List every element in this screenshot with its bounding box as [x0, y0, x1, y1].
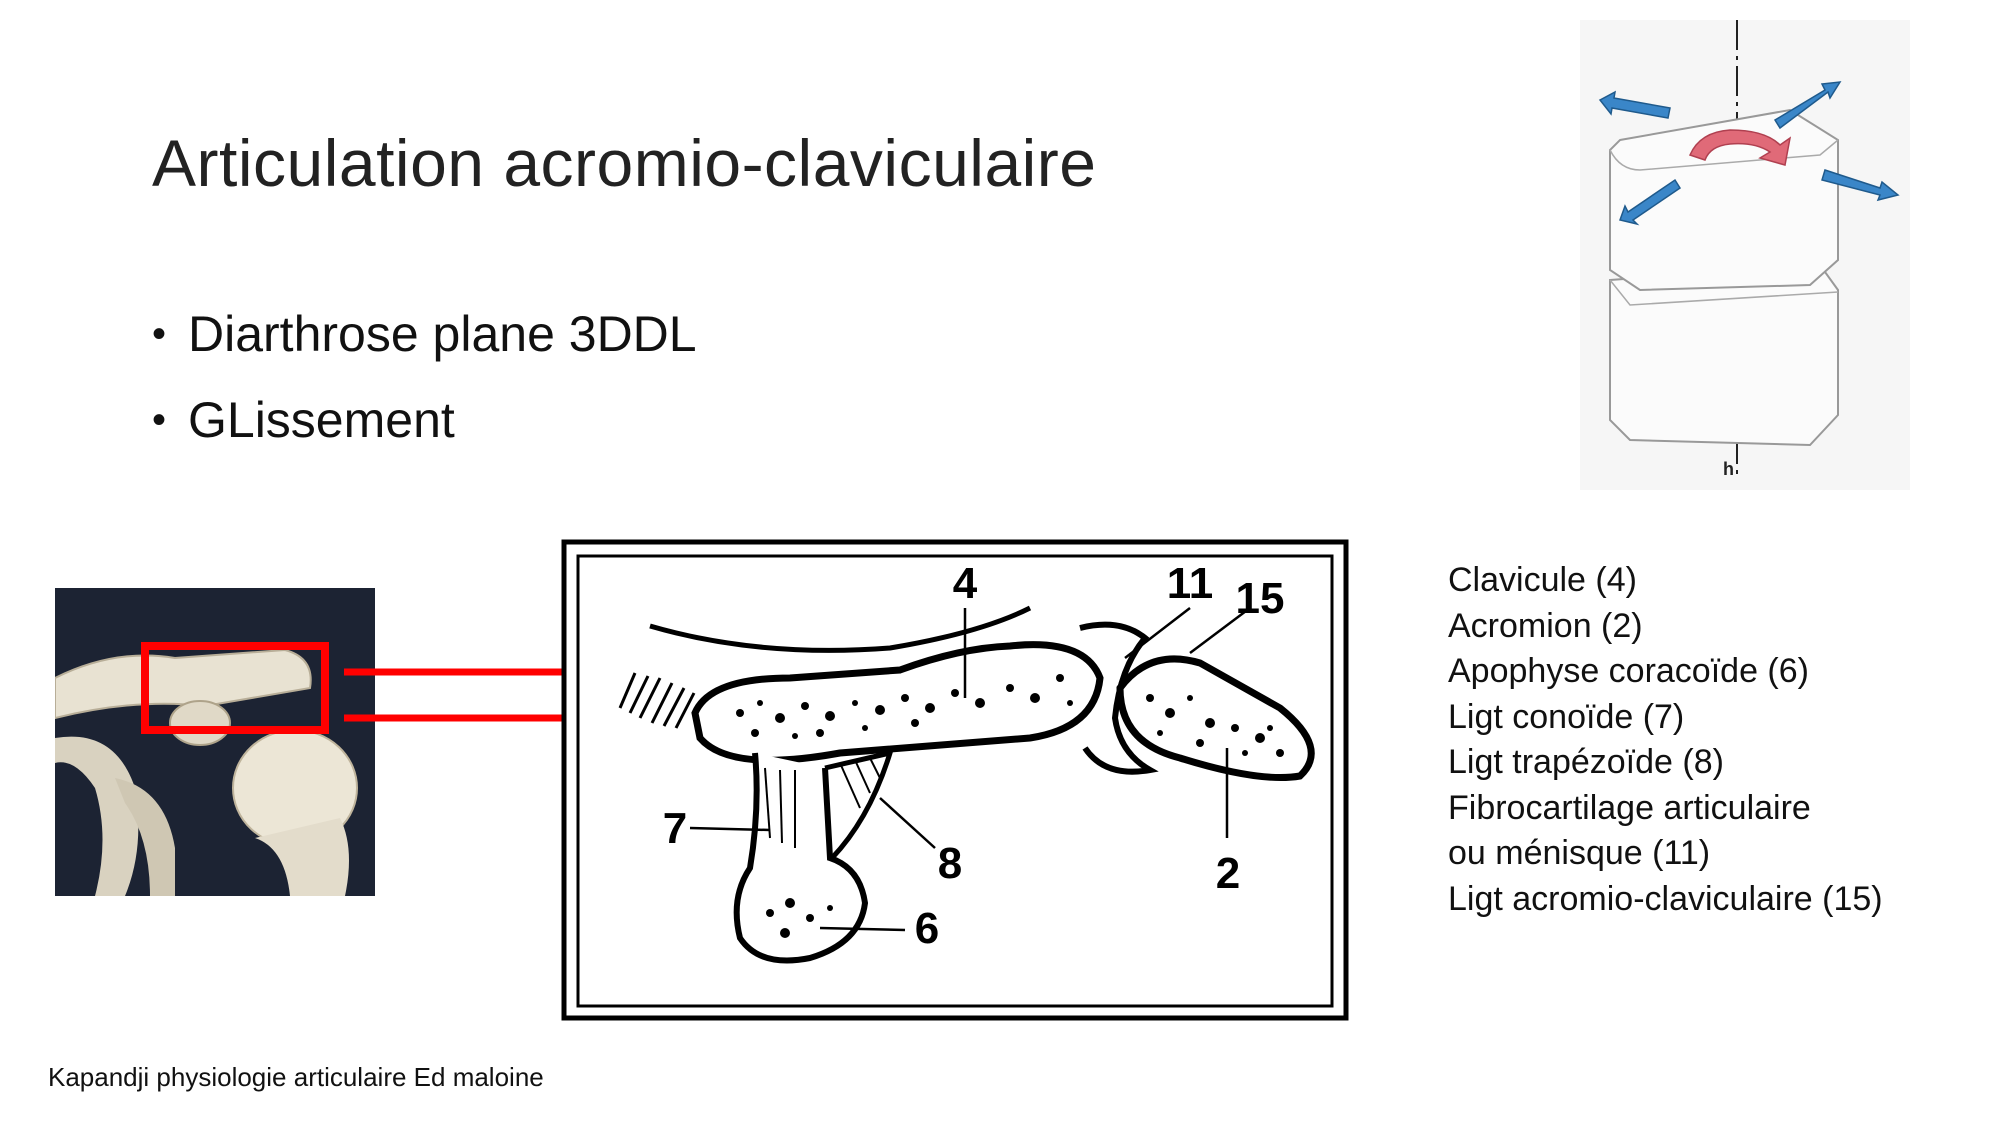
legend-item: Ligt conoïde (7) — [1448, 697, 1685, 736]
legend-item: ou ménisque (11) — [1448, 834, 1711, 872]
bullet-text: Diarthrose plane 3DDL — [188, 306, 697, 362]
bullet-icon: • — [152, 311, 167, 356]
slide-title: Articulation acromio-claviculaire — [152, 126, 1097, 200]
diagram-label: 15 — [1235, 574, 1285, 623]
shoulder-photo — [55, 588, 375, 896]
bullet-item — [152, 391, 697, 449]
diagram-label: 8 — [937, 839, 963, 888]
diagram-label: 2 — [1215, 849, 1241, 898]
legend-item: Clavicule (4) — [1448, 561, 1637, 599]
legend-list — [1448, 558, 1883, 922]
source-citation: Kapandji physiologie articulaire Ed maloine — [48, 1062, 544, 1092]
bullet-list — [152, 305, 697, 477]
axis-label: h — [1723, 459, 1734, 479]
bullet-icon: • — [152, 397, 167, 442]
dof-cube-diagram — [1580, 20, 1910, 490]
diagram-label: 6 — [914, 904, 940, 953]
joint-diagram — [560, 538, 1350, 1023]
diagram-label: 4 — [952, 559, 978, 608]
legend-item: Ligt trapézoïde (8) — [1448, 743, 1724, 781]
legend-item: Fibrocartilage articulaire — [1448, 788, 1811, 827]
diagram-label: 7 — [662, 804, 688, 853]
bullet-text: GLissement — [188, 392, 455, 448]
legend-item: Acromion (2) — [1448, 606, 1643, 645]
bullet-item — [152, 305, 697, 363]
legend-item: Ligt acromio-claviculaire (15) — [1448, 879, 1883, 918]
diagram-label: 11 — [1166, 559, 1214, 608]
legend-item: Apophyse coracoïde (6) — [1448, 652, 1809, 690]
